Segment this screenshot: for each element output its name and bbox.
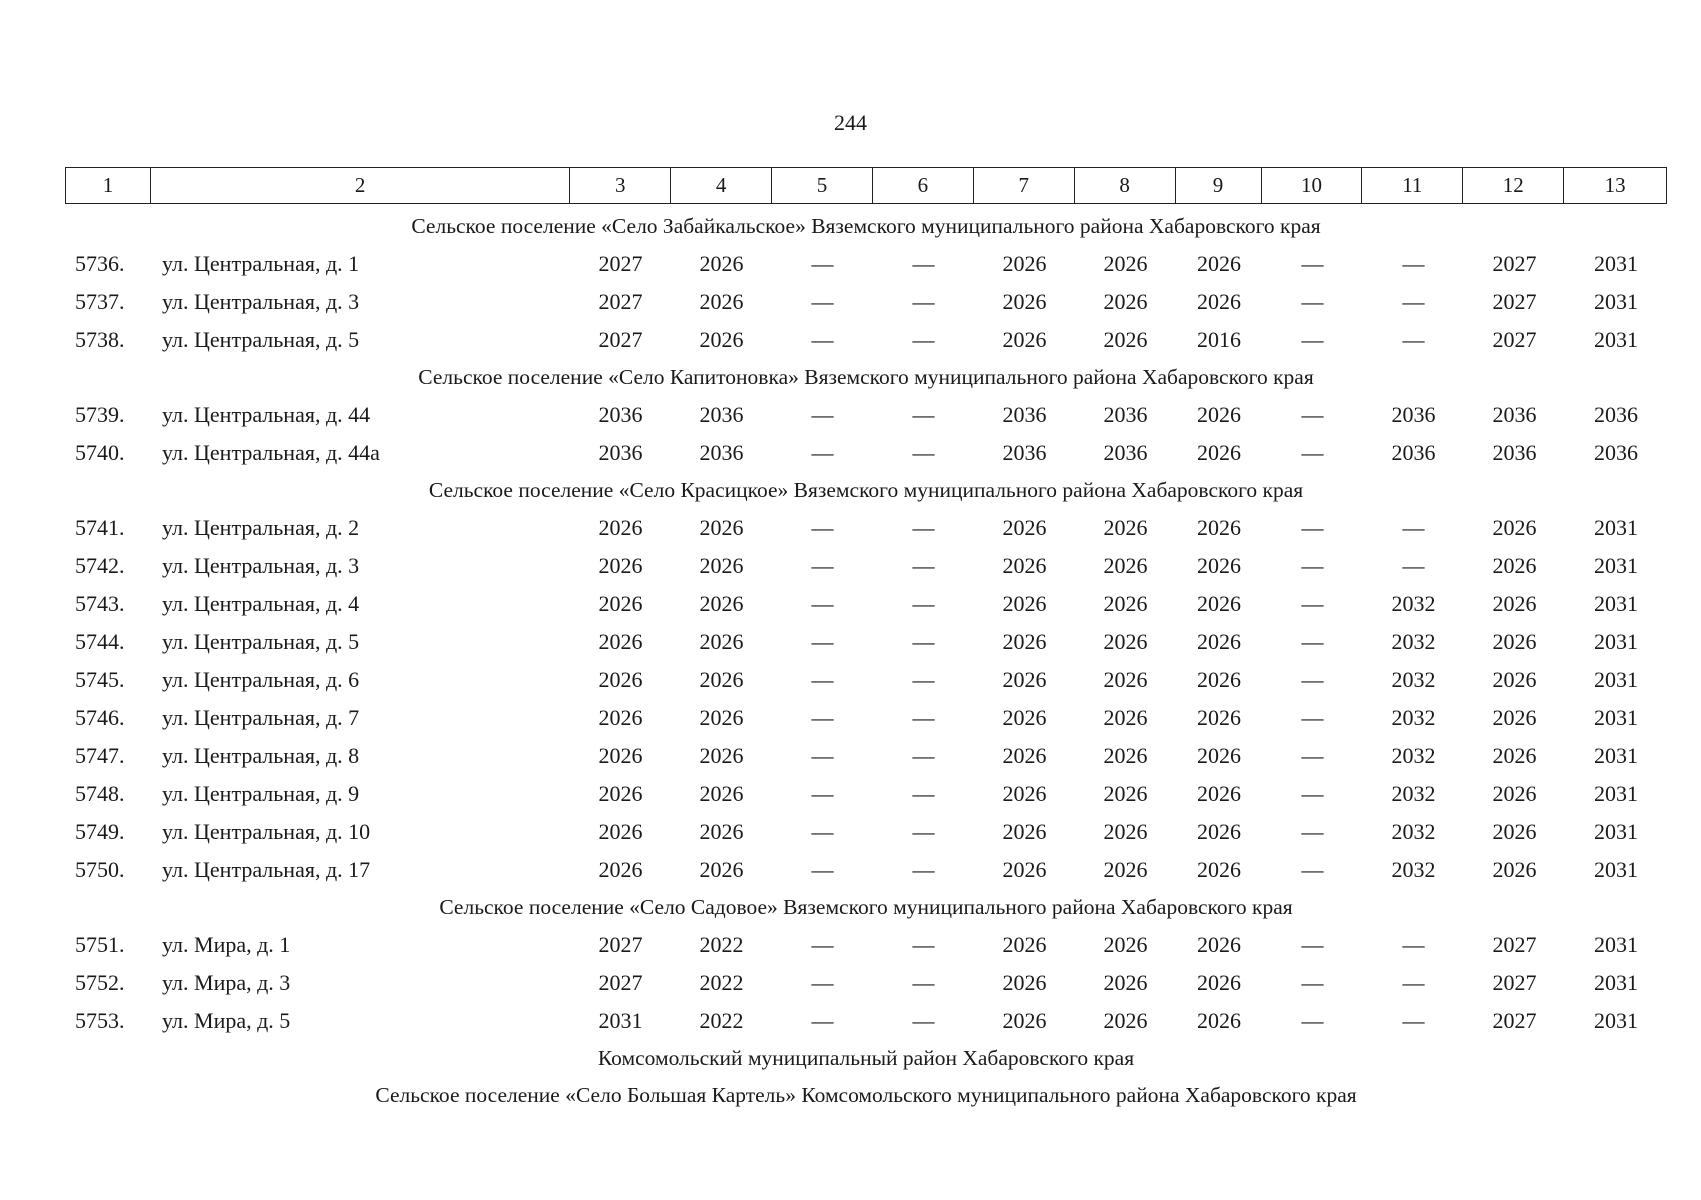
row-address: ул. Центральная, д. 44а	[162, 440, 380, 465]
row-number: 5753.	[75, 1008, 125, 1033]
row-value-col-11: —	[1402, 932, 1425, 957]
table-row	[65, 737, 1667, 775]
row-address: ул. Центральная, д. 3	[162, 553, 360, 578]
row-value-col-5: —	[811, 781, 834, 806]
row-value-col-10: —	[1301, 327, 1324, 352]
row-value-col-13: 2031	[1594, 781, 1638, 806]
section-title: Сельское поселение «Село Забайкальское» Вяземского муниципального района Хабаровского края	[411, 214, 1321, 238]
row-value-col-5: —	[811, 289, 834, 314]
table-row	[65, 245, 1667, 283]
row-value-col-7: 2026	[1002, 667, 1047, 692]
table-row	[65, 813, 1667, 851]
row-value-col-4: 2022	[699, 932, 744, 957]
row-value-col-3: 2026	[598, 857, 643, 882]
row-value-col-4: 2026	[699, 857, 744, 882]
row-value-col-7: 2026	[1002, 781, 1047, 806]
row-value-col-6: —	[912, 553, 935, 578]
header-cell: 3	[570, 168, 671, 203]
row-value-col-12: 2036	[1492, 440, 1537, 465]
row-address: ул. Центральная, д. 5	[162, 327, 360, 352]
row-value-col-4: 2026	[699, 553, 744, 578]
row-number: 5746.	[75, 705, 125, 730]
row-value-col-8: 2036	[1103, 402, 1148, 427]
row-value-col-6: —	[912, 781, 935, 806]
row-value-col-12: 2026	[1492, 515, 1537, 540]
row-number: 5750.	[75, 857, 125, 882]
row-value-col-5: —	[811, 970, 834, 995]
row-value-col-3: 2027	[598, 327, 643, 352]
row-value-col-12: 2026	[1492, 857, 1537, 882]
table-body	[65, 208, 1667, 1114]
row-value-col-11: 2036	[1391, 440, 1436, 465]
row-value-col-10: —	[1301, 251, 1324, 276]
row-value-col-7: 2026	[1002, 553, 1047, 578]
table-row	[65, 926, 1667, 964]
header-cell: 11	[1362, 168, 1463, 203]
row-value-col-10: —	[1301, 629, 1324, 654]
row-value-col-13: 2031	[1594, 667, 1638, 692]
row-value-col-4: 2026	[699, 667, 744, 692]
row-value-col-7: 2026	[1002, 819, 1047, 844]
row-value-col-3: 2026	[598, 667, 643, 692]
row-number: 5743.	[75, 591, 125, 616]
row-value-col-5: —	[811, 440, 834, 465]
header-cell: 2	[151, 168, 570, 203]
row-value-col-4: 2022	[699, 970, 744, 995]
table-row	[65, 585, 1667, 623]
row-number: 5749.	[75, 819, 125, 844]
table-row	[65, 851, 1667, 889]
row-value-col-12: 2027	[1492, 1008, 1537, 1033]
row-value-col-6: —	[912, 743, 935, 768]
row-value-col-6: —	[912, 932, 935, 957]
row-value-col-10: —	[1301, 515, 1324, 540]
row-value-col-9: 2026	[1197, 932, 1241, 957]
row-value-col-6: —	[912, 440, 935, 465]
row-value-col-6: —	[912, 402, 935, 427]
row-value-col-8: 2026	[1103, 1008, 1148, 1033]
row-value-col-8: 2026	[1103, 819, 1148, 844]
header-cell: 6	[873, 168, 974, 203]
row-value-col-9: 2026	[1197, 251, 1241, 276]
row-address: ул. Мира, д. 5	[162, 1008, 291, 1033]
row-value-col-6: —	[912, 705, 935, 730]
row-value-col-6: —	[912, 251, 935, 276]
row-address: ул. Центральная, д. 1	[162, 251, 360, 276]
row-value-col-7: 2026	[1002, 327, 1047, 352]
page-number: 244	[834, 110, 867, 135]
row-value-col-8: 2026	[1103, 705, 1148, 730]
table-row	[65, 547, 1667, 585]
table-row	[65, 396, 1667, 434]
header-cell: 5	[772, 168, 873, 203]
row-value-col-11: —	[1402, 289, 1425, 314]
row-address: ул. Центральная, д. 9	[162, 781, 360, 806]
row-number: 5751.	[75, 932, 125, 957]
row-value-col-8: 2026	[1103, 327, 1148, 352]
row-value-col-7: 2026	[1002, 629, 1047, 654]
row-value-col-3: 2026	[598, 819, 643, 844]
row-value-col-7: 2036	[1002, 402, 1047, 427]
row-value-col-3: 2026	[598, 629, 643, 654]
row-value-col-12: 2026	[1492, 705, 1537, 730]
row-value-col-13: 2031	[1594, 743, 1638, 768]
row-value-col-6: —	[912, 289, 935, 314]
row-number: 5741.	[75, 515, 125, 540]
row-value-col-5: —	[811, 1008, 834, 1033]
row-value-col-10: —	[1301, 970, 1324, 995]
header-cell: 9	[1176, 168, 1262, 203]
table-row	[65, 964, 1667, 1002]
row-number: 5736.	[75, 251, 125, 276]
row-value-col-11: 2032	[1391, 743, 1436, 768]
row-value-col-12: 2027	[1492, 251, 1537, 276]
table-row	[65, 509, 1667, 547]
row-value-col-7: 2026	[1002, 515, 1047, 540]
row-value-col-11: 2032	[1391, 591, 1436, 616]
row-value-col-5: —	[811, 515, 834, 540]
row-value-col-8: 2036	[1103, 440, 1148, 465]
row-value-col-12: 2026	[1492, 591, 1537, 616]
row-address: ул. Центральная, д. 17	[162, 857, 371, 882]
row-value-col-11: 2032	[1391, 667, 1436, 692]
row-value-col-12: 2027	[1492, 289, 1537, 314]
row-value-col-5: —	[811, 629, 834, 654]
row-number: 5737.	[75, 289, 125, 314]
row-value-col-9: 2026	[1197, 1008, 1241, 1033]
row-value-col-5: —	[811, 591, 834, 616]
row-value-col-6: —	[912, 327, 935, 352]
row-value-col-9: 2026	[1197, 970, 1241, 995]
row-value-col-5: —	[811, 932, 834, 957]
row-value-col-3: 2031	[598, 1008, 643, 1033]
row-number: 5738.	[75, 327, 125, 352]
row-value-col-9: 2026	[1197, 705, 1241, 730]
section-title: Сельское поселение «Село Капитоновка» Вяземского муниципального района Хабаровского края	[418, 365, 1314, 389]
row-value-col-10: —	[1301, 440, 1324, 465]
row-value-col-10: —	[1301, 667, 1324, 692]
row-address: ул. Центральная, д. 10	[162, 819, 371, 844]
row-address: ул. Мира, д. 3	[162, 970, 291, 995]
row-value-col-11: 2032	[1391, 629, 1436, 654]
row-value-col-10: —	[1301, 402, 1324, 427]
row-value-col-3: 2026	[598, 515, 643, 540]
row-value-col-11: —	[1402, 970, 1425, 995]
row-address: ул. Центральная, д. 6	[162, 667, 360, 692]
row-value-col-8: 2026	[1103, 591, 1148, 616]
row-value-col-9: 2026	[1197, 402, 1241, 427]
row-value-col-3: 2036	[598, 440, 643, 465]
row-value-col-9: 2026	[1197, 667, 1241, 692]
row-value-col-12: 2026	[1492, 629, 1537, 654]
row-value-col-4: 2026	[699, 781, 744, 806]
row-value-col-9: 2026	[1197, 591, 1241, 616]
row-value-col-9: 2026	[1197, 440, 1241, 465]
section-title: Сельское поселение «Село Садовое» Вяземского муниципального района Хабаровского края	[439, 895, 1293, 919]
row-address: ул. Центральная, д. 44	[162, 402, 371, 427]
row-value-col-7: 2026	[1002, 970, 1047, 995]
row-value-col-3: 2027	[598, 970, 643, 995]
row-value-col-7: 2036	[1002, 440, 1047, 465]
row-value-col-7: 2026	[1002, 289, 1047, 314]
header-cell: 10	[1262, 168, 1363, 203]
row-value-col-6: —	[912, 667, 935, 692]
row-value-col-8: 2026	[1103, 781, 1148, 806]
row-value-col-10: —	[1301, 743, 1324, 768]
row-value-col-5: —	[811, 327, 834, 352]
row-value-col-3: 2027	[598, 932, 643, 957]
row-value-col-10: —	[1301, 289, 1324, 314]
row-value-col-4: 2026	[699, 591, 744, 616]
row-value-col-6: —	[912, 819, 935, 844]
row-value-col-11: 2032	[1391, 705, 1436, 730]
row-value-col-3: 2027	[598, 289, 643, 314]
table-row	[65, 434, 1667, 472]
row-value-col-7: 2026	[1002, 1008, 1047, 1033]
row-value-col-10: —	[1301, 591, 1324, 616]
row-value-col-12: 2026	[1492, 819, 1537, 844]
row-value-col-11: —	[1402, 1008, 1425, 1033]
row-value-col-9: 2026	[1197, 515, 1241, 540]
row-number: 5745.	[75, 667, 125, 692]
row-value-col-5: —	[811, 819, 834, 844]
row-value-col-11: 2032	[1391, 819, 1436, 844]
header-cell: 13	[1604, 173, 1626, 197]
row-value-col-11: 2032	[1391, 781, 1436, 806]
row-value-col-13: 2031	[1594, 857, 1638, 882]
row-value-col-8: 2026	[1103, 932, 1148, 957]
row-value-col-8: 2026	[1103, 289, 1148, 314]
row-value-col-11: —	[1402, 251, 1425, 276]
row-value-col-9: 2026	[1197, 289, 1241, 314]
row-value-col-10: —	[1301, 705, 1324, 730]
row-value-col-7: 2026	[1002, 932, 1047, 957]
row-value-col-8: 2026	[1103, 515, 1148, 540]
row-value-col-12: 2026	[1492, 781, 1537, 806]
row-number: 5744.	[75, 629, 125, 654]
row-value-col-13: 2031	[1594, 932, 1638, 957]
row-value-col-3: 2026	[598, 743, 643, 768]
row-value-col-5: —	[811, 553, 834, 578]
table-row	[65, 661, 1667, 699]
row-address: ул. Центральная, д. 4	[162, 591, 360, 616]
row-value-col-10: —	[1301, 1008, 1324, 1033]
row-address: ул. Центральная, д. 3	[162, 289, 360, 314]
row-value-col-3: 2036	[598, 402, 643, 427]
table-row	[65, 775, 1667, 813]
row-value-col-13: 2036	[1594, 402, 1638, 427]
row-address: ул. Центральная, д. 5	[162, 629, 360, 654]
row-value-col-7: 2026	[1002, 857, 1047, 882]
row-address: ул. Центральная, д. 7	[162, 705, 360, 730]
row-value-col-6: —	[912, 857, 935, 882]
row-value-col-8: 2026	[1103, 629, 1148, 654]
row-value-col-13: 2031	[1594, 705, 1638, 730]
row-value-col-3: 2026	[598, 781, 643, 806]
row-value-col-4: 2036	[699, 402, 744, 427]
row-value-col-6: —	[912, 970, 935, 995]
row-number: 5739.	[75, 402, 125, 427]
row-number: 5748.	[75, 781, 125, 806]
row-value-col-3: 2026	[598, 553, 643, 578]
row-value-col-9: 2026	[1197, 553, 1241, 578]
row-value-col-9: 2026	[1197, 743, 1241, 768]
row-value-col-10: —	[1301, 932, 1324, 957]
row-value-col-13: 2031	[1594, 970, 1638, 995]
row-value-col-4: 2026	[699, 327, 744, 352]
row-value-col-11: 2036	[1391, 402, 1436, 427]
row-value-col-6: —	[912, 591, 935, 616]
row-value-col-12: 2027	[1492, 970, 1537, 995]
row-value-col-8: 2026	[1103, 667, 1148, 692]
row-value-col-13: 2031	[1594, 591, 1638, 616]
row-value-col-10: —	[1301, 819, 1324, 844]
table-row	[65, 321, 1667, 359]
row-value-col-4: 2026	[699, 819, 744, 844]
row-value-col-4: 2026	[699, 705, 744, 730]
row-value-col-6: —	[912, 1008, 935, 1033]
row-value-col-13: 2031	[1594, 251, 1638, 276]
table-header-row	[65, 167, 1667, 204]
row-value-col-9: 2026	[1197, 629, 1241, 654]
row-value-col-8: 2026	[1103, 251, 1148, 276]
row-value-col-12: 2026	[1492, 553, 1537, 578]
row-value-col-12: 2027	[1492, 327, 1537, 352]
row-number: 5747.	[75, 743, 125, 768]
row-value-col-13: 2031	[1594, 553, 1638, 578]
row-value-col-4: 2026	[699, 289, 744, 314]
row-value-col-6: —	[912, 515, 935, 540]
header-cell: 8	[1075, 168, 1176, 203]
row-value-col-4: 2026	[699, 251, 744, 276]
row-value-col-7: 2026	[1002, 705, 1047, 730]
section-title: Сельское поселение «Село Большая Картель» Комсомольского муниципального района Хабаровского края	[375, 1083, 1357, 1107]
row-value-col-8: 2026	[1103, 553, 1148, 578]
row-number: 5740.	[75, 440, 125, 465]
header-cell: 12	[1463, 168, 1564, 203]
row-value-col-8: 2026	[1103, 857, 1148, 882]
row-value-col-7: 2026	[1002, 743, 1047, 768]
row-value-col-10: —	[1301, 781, 1324, 806]
row-value-col-9: 2016	[1197, 327, 1241, 352]
row-value-col-5: —	[811, 743, 834, 768]
row-value-col-12: 2036	[1492, 402, 1537, 427]
row-value-col-9: 2026	[1197, 857, 1241, 882]
section-title: Комсомольский муниципальный район Хабаровского края	[597, 1046, 1135, 1070]
table-row	[65, 699, 1667, 737]
row-address: ул. Мира, д. 1	[162, 932, 291, 957]
row-value-col-11: —	[1402, 553, 1425, 578]
row-value-col-5: —	[811, 705, 834, 730]
row-value-col-4: 2026	[699, 629, 744, 654]
row-value-col-13: 2031	[1594, 629, 1638, 654]
row-value-col-7: 2026	[1002, 251, 1047, 276]
row-address: ул. Центральная, д. 8	[162, 743, 360, 768]
row-value-col-10: —	[1301, 857, 1324, 882]
table-row	[65, 623, 1667, 661]
row-value-col-11: —	[1402, 515, 1425, 540]
row-value-col-13: 2031	[1594, 515, 1638, 540]
row-value-col-8: 2026	[1103, 970, 1148, 995]
row-value-col-5: —	[811, 857, 834, 882]
row-value-col-13: 2031	[1594, 1008, 1638, 1033]
row-value-col-3: 2026	[598, 591, 643, 616]
row-value-col-7: 2026	[1002, 591, 1047, 616]
header-cell: 7	[974, 168, 1075, 203]
row-value-col-3: 2026	[598, 705, 643, 730]
table-row	[65, 1002, 1667, 1040]
header-cell: 4	[671, 168, 772, 203]
row-value-col-13: 2031	[1594, 327, 1638, 352]
row-value-col-9: 2026	[1197, 819, 1241, 844]
row-value-col-5: —	[811, 667, 834, 692]
row-address: ул. Центральная, д. 2	[162, 515, 360, 540]
row-value-col-10: —	[1301, 553, 1324, 578]
row-value-col-13: 2036	[1594, 440, 1638, 465]
row-value-col-12: 2027	[1492, 932, 1537, 957]
row-value-col-4: 2022	[699, 1008, 744, 1033]
header-cell: 1	[66, 168, 151, 203]
row-value-col-5: —	[811, 251, 834, 276]
row-value-col-6: —	[912, 629, 935, 654]
section-title: Сельское поселение «Село Красицкое» Вяземского муниципального района Хабаровского края	[428, 478, 1304, 502]
row-value-col-4: 2026	[699, 743, 744, 768]
row-value-col-3: 2027	[598, 251, 643, 276]
row-value-col-4: 2036	[699, 440, 744, 465]
row-value-col-12: 2026	[1492, 743, 1537, 768]
row-value-col-13: 2031	[1594, 289, 1638, 314]
row-value-col-9: 2026	[1197, 781, 1241, 806]
row-value-col-12: 2026	[1492, 667, 1537, 692]
table-row	[65, 283, 1667, 321]
row-value-col-11: 2032	[1391, 857, 1436, 882]
row-number: 5752.	[75, 970, 125, 995]
row-value-col-4: 2026	[699, 515, 744, 540]
row-value-col-8: 2026	[1103, 743, 1148, 768]
row-value-col-11: —	[1402, 327, 1425, 352]
row-value-col-5: —	[811, 402, 834, 427]
row-value-col-13: 2031	[1594, 819, 1638, 844]
row-number: 5742.	[75, 553, 125, 578]
